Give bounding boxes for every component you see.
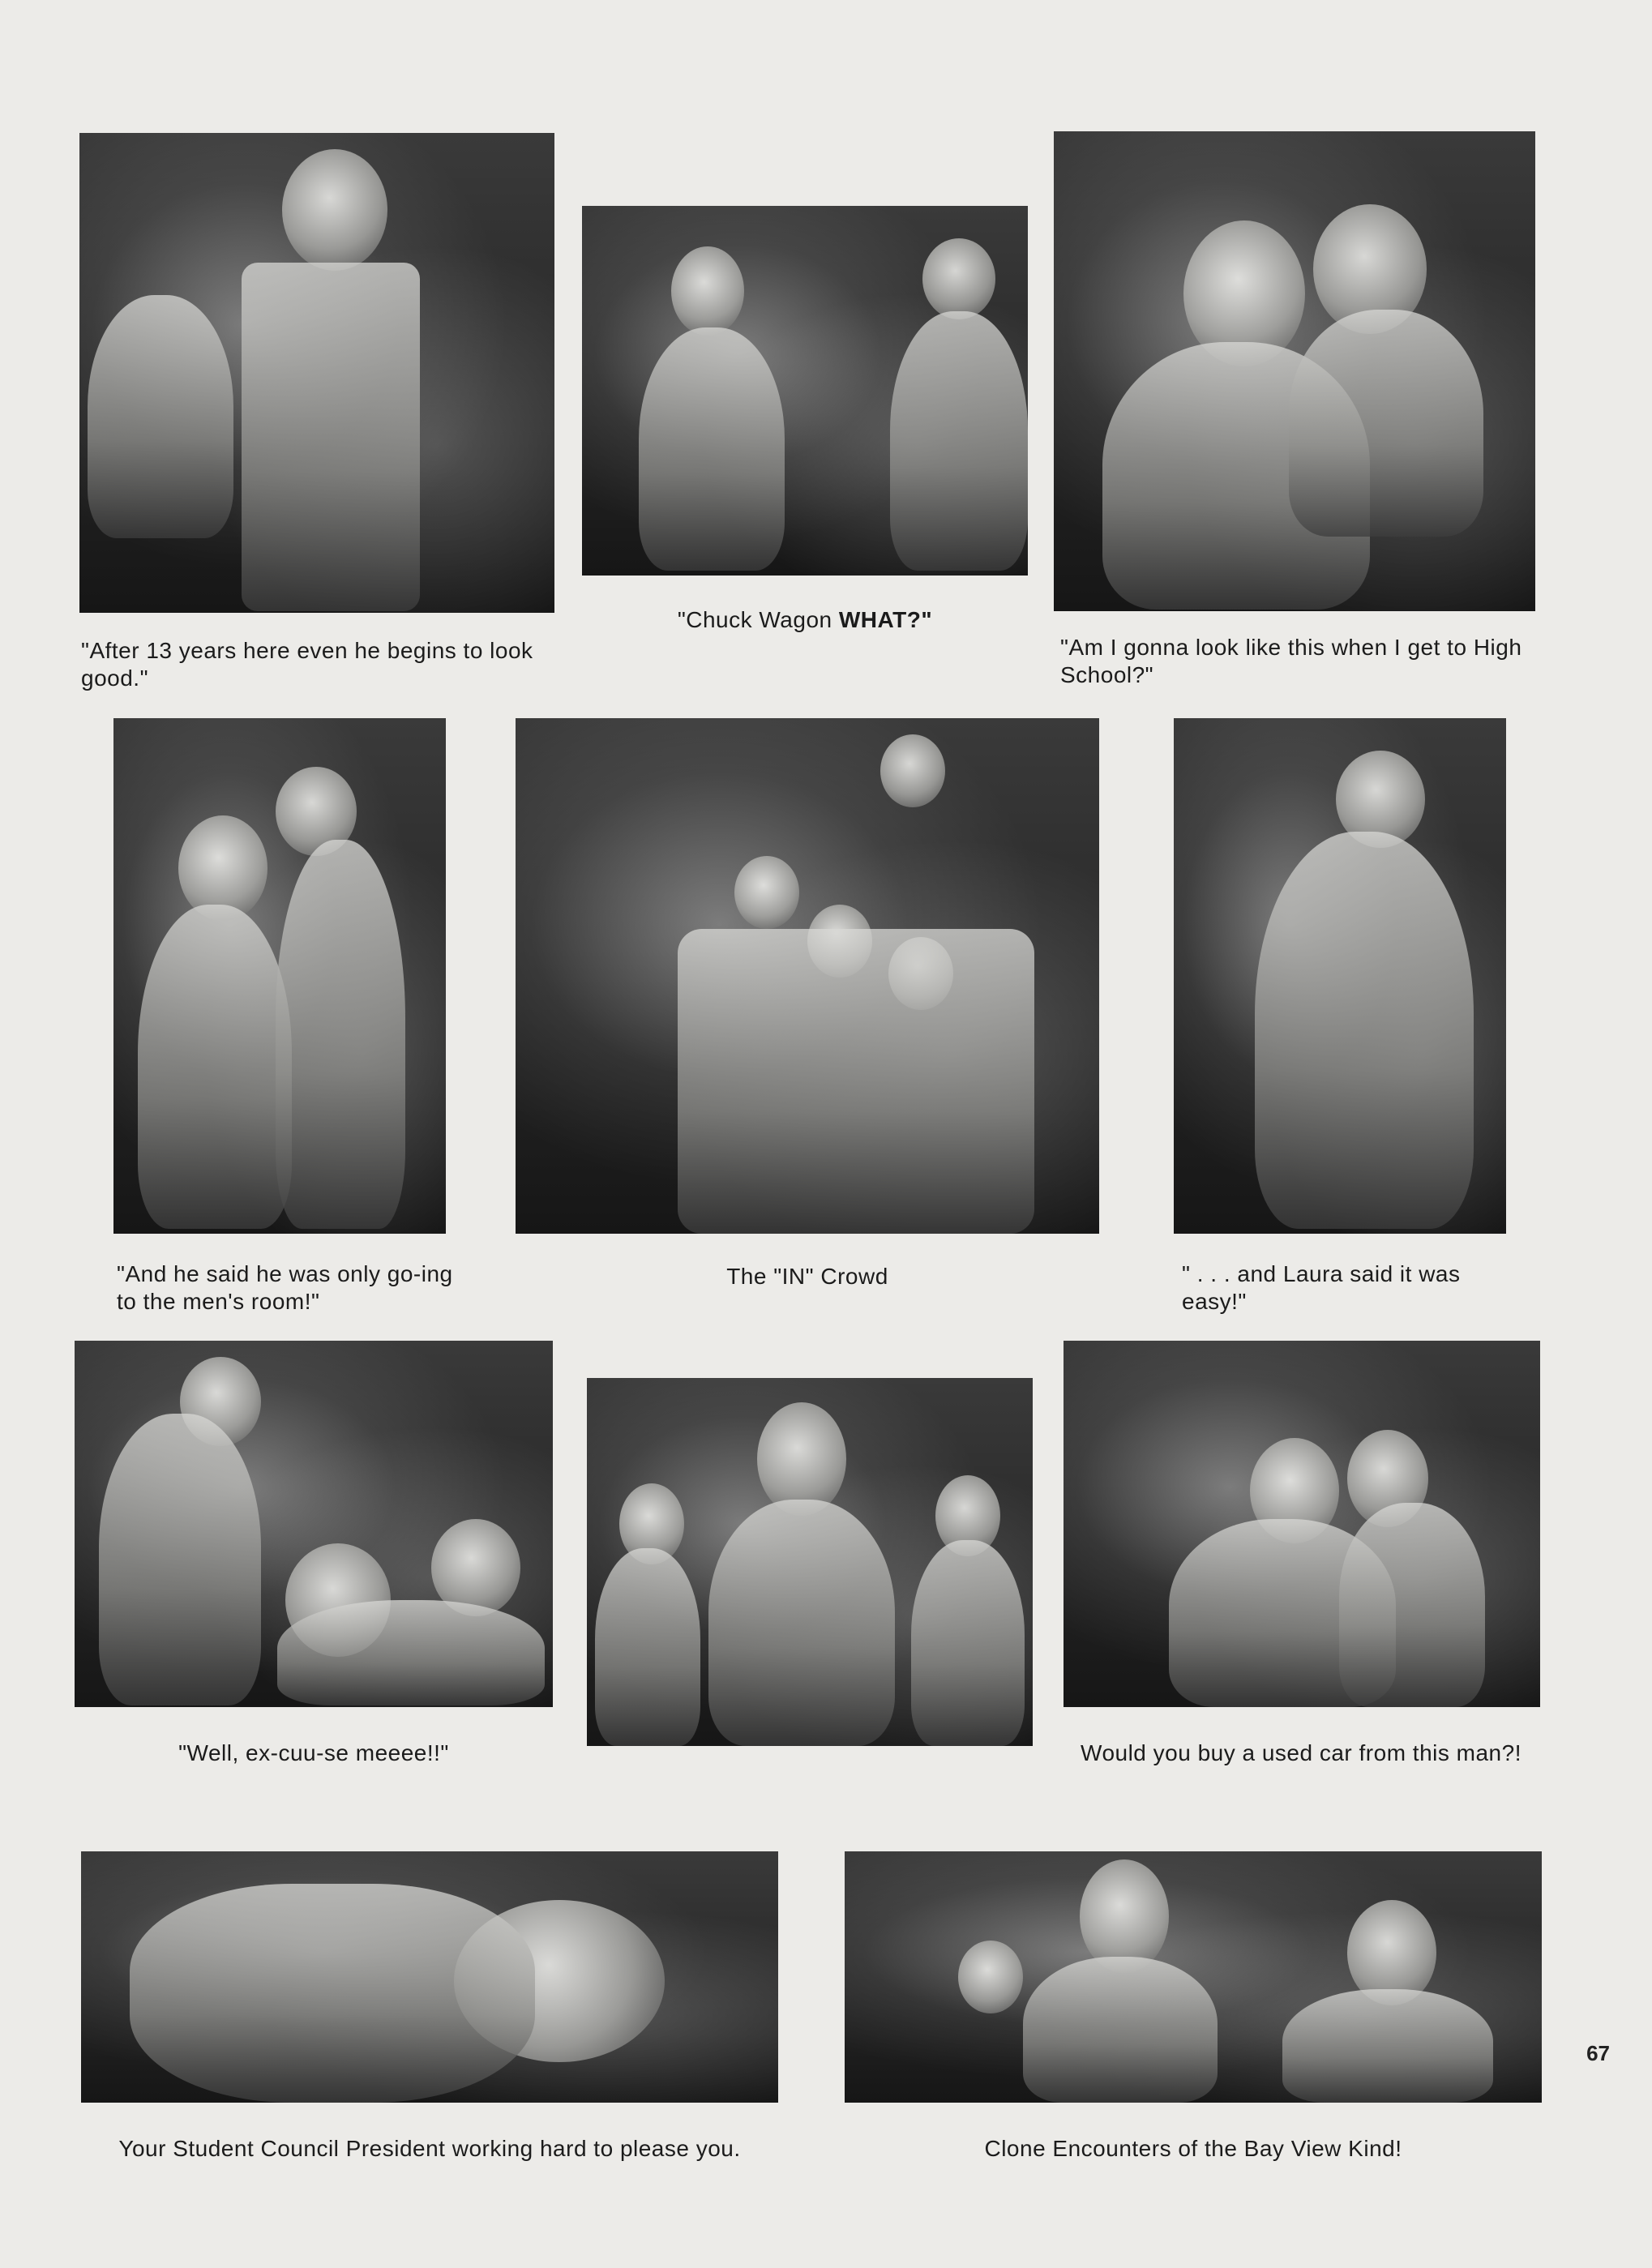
excuse-me-photo [75, 1341, 553, 1707]
skeleton-caption: "After 13 years here even he begins to look good." [81, 638, 533, 691]
laura-caption: " . . . and Laura said it was easy!" [1182, 1261, 1461, 1314]
page-number: 67 [1586, 2041, 1610, 2065]
staff-photo [587, 1378, 1033, 1746]
chuck-wagon-caption-text: "Chuck Wagon [677, 607, 839, 632]
chuck-wagon-caption-bold: WHAT?" [838, 607, 933, 632]
dance-photo [113, 718, 446, 1234]
dance-caption: "And he said he was only go-ing to the men's room!" [117, 1261, 453, 1314]
high-school-photo [1054, 131, 1535, 611]
in-crowd-photo [516, 718, 1099, 1234]
used-car-caption: Would you buy a used car from this man?! [1081, 1740, 1521, 1765]
chuck-wagon-photo [582, 206, 1028, 576]
excuse-me-caption: "Well, ex-cuu-se meeee!!" [178, 1740, 449, 1765]
clone-caption: Clone Encounters of the Bay View Kind! [984, 2136, 1402, 2161]
chuck-wagon-caption [582, 606, 1028, 634]
high-school-caption: "Am I gonna look like this when I get to High School?" [1060, 635, 1522, 687]
laura-photo [1174, 718, 1506, 1234]
council-caption: Your Student Council President working hard to please you. [118, 2136, 741, 2161]
clone-photo [845, 1851, 1542, 2103]
council-photo [81, 1851, 778, 2103]
used-car-photo [1064, 1341, 1540, 1707]
in-crowd-caption: The "IN" Crowd [726, 1264, 888, 1289]
skeleton-photo [79, 133, 554, 613]
